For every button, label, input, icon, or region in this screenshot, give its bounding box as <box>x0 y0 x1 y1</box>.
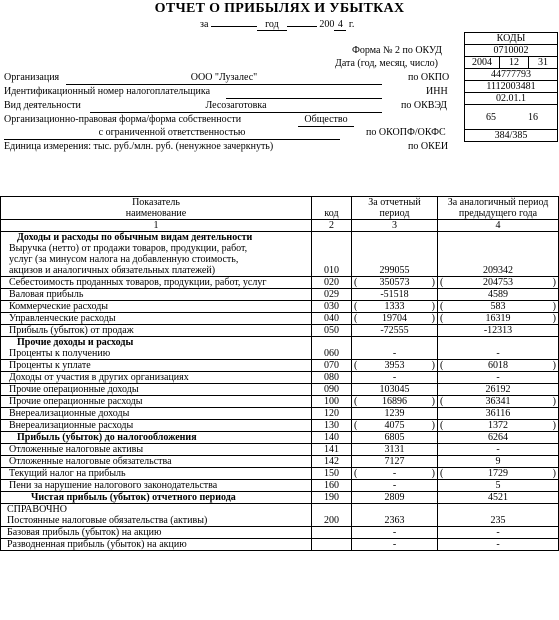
section-ordinary-title: Доходы и расходы по обычным видам деятельности <box>1 232 312 244</box>
row-prev-value: 204753 <box>483 277 513 288</box>
row-prev-value: 16319 <box>485 313 511 324</box>
row-name: Себестоимость проданных товаров, продукции, работ, услуг <box>1 277 312 289</box>
row-prev: ( 6018 ) <box>438 360 559 372</box>
row-prev: ( 1729 ) <box>438 468 559 480</box>
row-current: ( - ) <box>352 468 438 480</box>
row-prev: -12313 <box>438 325 559 337</box>
row-name: Управленческие расходы <box>1 313 312 325</box>
row-name: Доходы от участия в других организациях <box>1 372 312 384</box>
column-number-2: 2 <box>312 220 352 232</box>
row-prev: 9 <box>438 456 559 468</box>
reference-title: СПРАВОЧНО <box>1 504 312 516</box>
okved-code: 02.01.1 <box>465 93 558 105</box>
okei-code: 384/385 <box>465 130 558 142</box>
legal-form-value-2: с ограниченной ответственностью <box>4 127 340 140</box>
header-current-1: За отчетный <box>352 197 438 209</box>
revenue-text-2: услуг (за минусом налога на добавленную стоимость, <box>1 254 312 265</box>
table-row <box>1 372 559 384</box>
reference-title-row <box>1 504 559 516</box>
okved-label: по ОКВЭД <box>401 100 447 111</box>
pretax-current: 6805 <box>352 432 438 444</box>
pretax-code: 140 <box>312 432 352 444</box>
row-code: 160 <box>312 480 352 492</box>
row-current-value: 19704 <box>382 313 407 324</box>
section-ordinary <box>1 232 559 244</box>
row-current: 7127 <box>352 456 438 468</box>
row-code: 050 <box>312 325 352 337</box>
row-prev-value: 1729 <box>488 468 508 479</box>
revenue-current: 299055 <box>352 265 438 277</box>
diluted-eps-name: Разводненная прибыль (убыток) на акцию <box>1 539 312 551</box>
row-current-value: 1333 <box>384 301 405 312</box>
revenue-text-3: акцизов и аналогичных обязательных платежей) <box>1 265 312 277</box>
table-row <box>1 408 559 420</box>
row-code: 040 <box>312 313 352 325</box>
inn-fill <box>226 86 382 99</box>
table-row <box>1 348 559 360</box>
legal-form-label: Организационно-правовая форма/форма собственности <box>4 114 242 125</box>
diluted-eps-current: - <box>352 539 438 551</box>
row-code: 090 <box>312 384 352 396</box>
row-prev: 4589 <box>438 289 559 301</box>
row-current-value: 4075 <box>384 420 405 431</box>
row-current: - <box>352 348 438 360</box>
revenue-prev: 209342 <box>438 265 559 277</box>
row-name: Отложенные налоговые обязательства <box>1 456 312 468</box>
period-blank-2 <box>287 26 317 27</box>
date-year: 2004 <box>465 57 500 69</box>
row-current: - <box>352 372 438 384</box>
header-name: наименование <box>1 208 312 220</box>
okopf-label: по ОКОПФ/ОКФС <box>366 127 446 138</box>
column-number-1: 1 <box>1 220 312 232</box>
perm-name: Постоянные налоговые обязательства (активы) <box>1 515 312 527</box>
legal-form-value-1: Общество <box>298 114 354 127</box>
row-name: Пени за нарушение налогового законодательства <box>1 480 312 492</box>
row-current: - <box>352 480 438 492</box>
date-month: 12 <box>500 57 529 69</box>
inn-full-label: Идентификационный номер налогоплательщика <box>4 86 211 97</box>
row-prev-value: 36341 <box>485 396 511 407</box>
row-name: Проценты к уплате <box>1 360 312 372</box>
table-row <box>1 480 559 492</box>
period-year-digit: 4 <box>334 19 346 31</box>
row-current: ( 16896 ) <box>352 396 438 408</box>
row-code: 100 <box>312 396 352 408</box>
row-name: Коммерческие расходы <box>1 301 312 313</box>
table-row <box>1 492 559 504</box>
table-row <box>1 265 559 277</box>
perm-current: 2363 <box>352 515 438 527</box>
okopf-code: 65 <box>486 111 496 123</box>
period-blank <box>211 26 257 27</box>
period-suffix: г. <box>348 19 355 30</box>
row-prev: ( 583 ) <box>438 301 559 313</box>
okopf-cell <box>465 105 558 130</box>
table-row <box>1 515 559 527</box>
diluted-eps-prev: - <box>438 539 559 551</box>
row-code: 150 <box>312 468 352 480</box>
okpo-code: 44777793 <box>465 69 558 81</box>
row-prev: ( 204753 ) <box>438 277 559 289</box>
org-label: Организация <box>4 72 60 83</box>
row-prev-value: 6018 <box>488 360 508 371</box>
row-prev-value: 1372 <box>488 420 508 431</box>
revenue-line-2 <box>1 254 559 265</box>
row-current: 103045 <box>352 384 438 396</box>
row-code: 130 <box>312 420 352 432</box>
inn-code: 1112003481 <box>465 81 558 93</box>
row-prev: 26192 <box>438 384 559 396</box>
basic-eps-prev: - <box>438 527 559 539</box>
pretax-prev: 6264 <box>438 432 559 444</box>
activity-label: Вид деятельности <box>4 100 81 111</box>
row-code: 070 <box>312 360 352 372</box>
period-prefix: за <box>200 19 209 30</box>
table-row <box>1 468 559 480</box>
org-value: ООО "Лузалес" <box>66 72 382 85</box>
table-row <box>1 420 559 432</box>
period-line <box>200 19 354 31</box>
pretax-name: Прибыль (убыток) до налогообложения <box>1 432 312 444</box>
date-day: 31 <box>529 57 558 69</box>
okfs-code: 16 <box>528 111 538 123</box>
table-row <box>1 277 559 289</box>
revenue-code: 010 <box>312 265 352 277</box>
header-prev-1: За аналогичный период <box>438 197 559 209</box>
row-name: Отложенные налоговые активы <box>1 444 312 456</box>
row-code: 141 <box>312 444 352 456</box>
net-current: 2809 <box>352 492 438 504</box>
row-name: Текущий налог на прибыль <box>1 468 312 480</box>
row-code: 060 <box>312 348 352 360</box>
row-current: ( 19704 ) <box>352 313 438 325</box>
row-name: Внереализационные доходы <box>1 408 312 420</box>
row-name: Прибыль (убыток) от продаж <box>1 325 312 337</box>
activity-value: Лесозаготовка <box>90 100 382 113</box>
header-prev-2: предыдущего года <box>438 208 559 220</box>
row-current: ( 350573 ) <box>352 277 438 289</box>
row-name: Валовая прибыль <box>1 289 312 301</box>
report-title: ОТЧЕТ О ПРИБЫЛЯХ И УБЫТКАХ <box>154 1 405 16</box>
table-row <box>1 396 559 408</box>
row-current: ( 1333 ) <box>352 301 438 313</box>
perm-code: 200 <box>312 515 352 527</box>
row-name: Внереализационные расходы <box>1 420 312 432</box>
row-current: 1239 <box>352 408 438 420</box>
okpo-label: по ОКПО <box>408 72 450 83</box>
row-prev: 5 <box>438 480 559 492</box>
row-prev: ( 16319 ) <box>438 313 559 325</box>
codes-header: КОДЫ <box>465 33 558 45</box>
column-number-4: 4 <box>438 220 559 232</box>
row-current: -72555 <box>352 325 438 337</box>
basic-eps-name: Базовая прибыль (убыток) на акцию <box>1 527 312 539</box>
column-number-3: 3 <box>352 220 438 232</box>
row-code: 142 <box>312 456 352 468</box>
okud-code: 0710002 <box>465 45 558 57</box>
table-row <box>1 360 559 372</box>
basic-eps-current: - <box>352 527 438 539</box>
row-current: -51518 <box>352 289 438 301</box>
net-code: 190 <box>312 492 352 504</box>
row-name: Прочие операционные расходы <box>1 396 312 408</box>
pl-table <box>0 196 559 551</box>
inn-label: ИНН <box>426 86 448 97</box>
unit-label: Единица измерения: тыс. руб./млн. руб. (ненужное зачеркнуть) <box>4 141 274 152</box>
net-prev: 4521 <box>438 492 559 504</box>
revenue-line-1 <box>1 243 559 254</box>
row-prev: 36116 <box>438 408 559 420</box>
row-current-value: 350573 <box>379 277 410 288</box>
table-row <box>1 384 559 396</box>
period-year-label: год <box>257 19 287 31</box>
row-name: Проценты к получению <box>1 348 312 360</box>
header-indicator: Показатель <box>1 197 312 209</box>
header-row-1 <box>1 197 559 209</box>
row-prev: - <box>438 348 559 360</box>
table-row <box>1 456 559 468</box>
row-current-value: - <box>392 468 397 479</box>
table-row <box>1 325 559 337</box>
revenue-text-1: Выручка (нетто) от продажи товаров, продукции, работ, <box>1 243 312 254</box>
table-row <box>1 444 559 456</box>
okud-label: Форма № 2 по ОКУД <box>352 45 442 56</box>
row-prev: - <box>438 372 559 384</box>
row-code: 030 <box>312 301 352 313</box>
header-code: код <box>312 208 352 220</box>
header-current-2: период <box>352 208 438 220</box>
row-prev: - <box>438 444 559 456</box>
row-prev: ( 36341 ) <box>438 396 559 408</box>
header-code-blank <box>312 197 352 209</box>
net-name: Чистая прибыль (убыток) отчетного периода <box>1 492 312 504</box>
row-code: 080 <box>312 372 352 384</box>
table-row <box>1 539 559 551</box>
section-other <box>1 337 559 349</box>
row-current: 3131 <box>352 444 438 456</box>
row-code: 029 <box>312 289 352 301</box>
header-row-2 <box>1 208 559 220</box>
row-current-value: 16896 <box>382 396 407 407</box>
row-prev: ( 1372 ) <box>438 420 559 432</box>
row-code: 120 <box>312 408 352 420</box>
table-row <box>1 313 559 325</box>
row-prev-value: 583 <box>490 301 506 312</box>
codes-box <box>464 32 558 142</box>
okei-label: по ОКЕИ <box>408 141 449 152</box>
header-numbers <box>1 220 559 232</box>
row-current: ( 3953 ) <box>352 360 438 372</box>
period-year-prefix: 200 <box>319 19 335 30</box>
table-row <box>1 289 559 301</box>
table-row <box>1 432 559 444</box>
perm-prev: 235 <box>438 515 559 527</box>
row-current-value: 3953 <box>384 360 405 371</box>
date-label: Дата (год, месяц, число) <box>335 58 438 69</box>
row-name: Прочие операционные доходы <box>1 384 312 396</box>
section-other-title: Прочие доходы и расходы <box>1 337 312 349</box>
row-current: ( 4075 ) <box>352 420 438 432</box>
table-row <box>1 301 559 313</box>
table-row <box>1 527 559 539</box>
row-code: 020 <box>312 277 352 289</box>
